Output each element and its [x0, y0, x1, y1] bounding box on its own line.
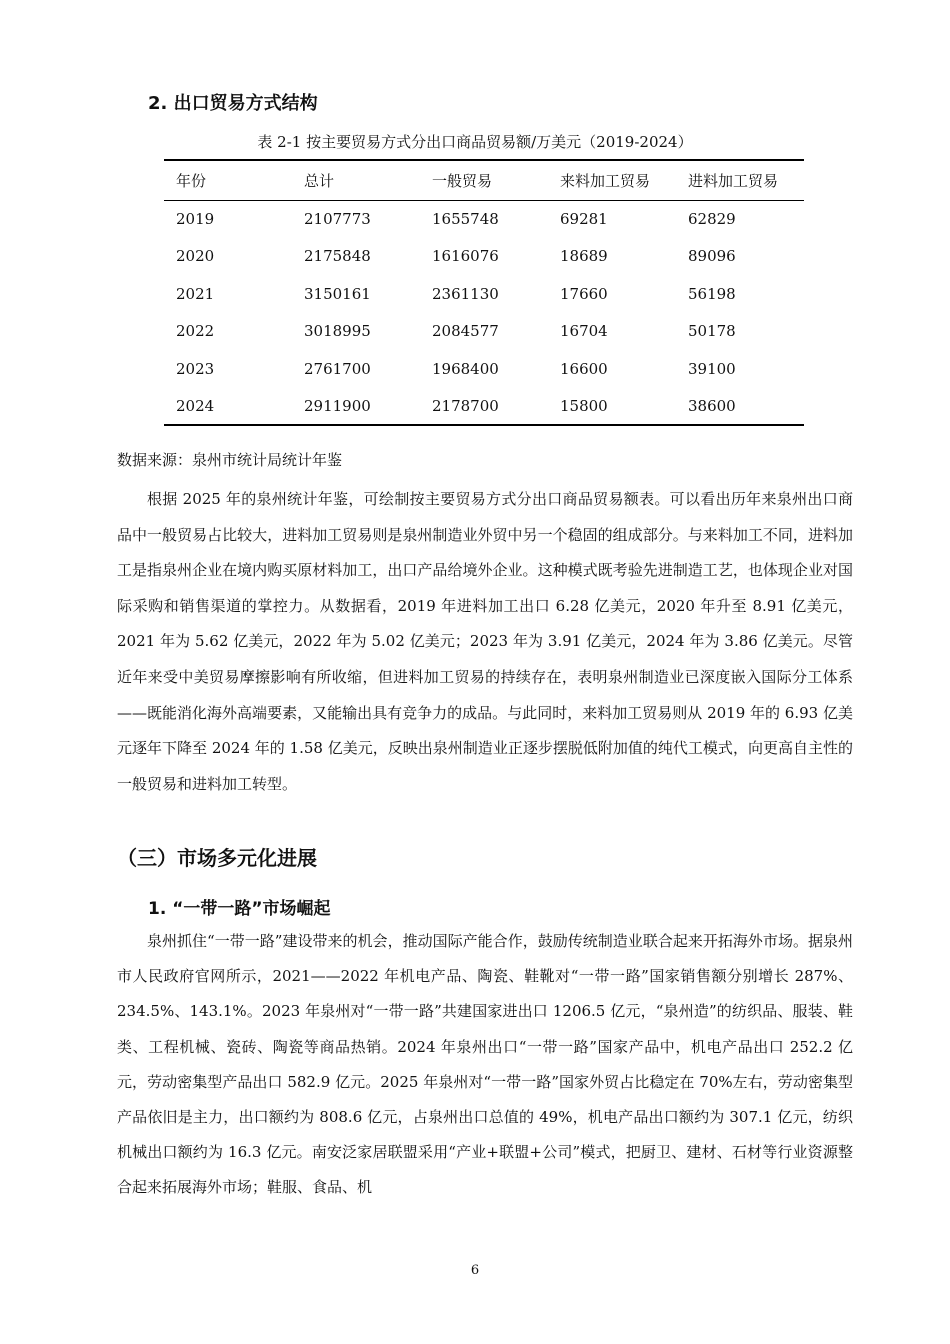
- data-source-note: 数据来源：泉州市统计局统计年鉴: [117, 451, 343, 469]
- table-cell: 2024: [176, 396, 215, 415]
- table-cell: 2019: [176, 210, 215, 228]
- column-header-processing-supplied: 来料加工贸易: [560, 171, 651, 190]
- table-cell: 16600: [560, 359, 608, 378]
- table-cell: 89096: [688, 247, 736, 266]
- table-cell: 3018995: [304, 322, 371, 341]
- table-row: [164, 350, 804, 388]
- table-row: [164, 388, 804, 426]
- section-heading-trade-structure: 2. 出口贸易方式结构: [148, 93, 318, 114]
- table-cell: 2022: [176, 322, 215, 341]
- table-cell: 18689: [560, 247, 608, 266]
- table-cell: 2021: [176, 284, 215, 303]
- column-header-year: 年份: [176, 171, 207, 190]
- table-cell: 56198: [688, 284, 736, 303]
- table-cell: 17660: [560, 284, 608, 303]
- table-cell: 39100: [688, 359, 736, 378]
- table-cell: 2911900: [304, 396, 371, 415]
- column-header-processing-imported: 进料加工贸易: [688, 171, 779, 190]
- page-number: 6: [470, 1263, 480, 1278]
- table-row: [164, 200, 804, 238]
- body-paragraph: 根据 2025 年的泉州统计年鉴，可绘制按主要贸易方式分出口商品贸易额表。可以看出历年来泉州出口商品中一般贸易占比较大，进料加工贸易则是泉州制造业外贸中另一个稳固的组成部分。与来料加工不同，进料加工是指泉州企业在境内购买原材料加工，出口产品给境外企业。这种模式既考验先进制造工艺，也体现企业对国际采购和销售渠道的掌控力。从数据看，2019 年进料加工出口 6.28 亿美元，2020 年升至 8.91 亿美元，2021 年为 5.62 亿美元，2022 年为 5.02 亿美元；2023 年为 3.91 亿美元，2024 年为 3.86 亿美元。尽管近年来受中美贸易摩擦影响有所收缩，但进料加工贸易的持续存在，表明泉州制造业已深度嵌入国际分工体系——既能消化海外高端要素，又能输出具有竞争力的成品。与此同时，来料加工贸易则从 2019 年的 6.93 亿美元逐年下降至 2024 年的 1.58 亿美元，反映出泉州制造业正逐步摆脱低附加值的纯代工模式，向更高自主性的一般贸易和进料加工转型。: [117, 490, 853, 793]
- table-row: [164, 313, 804, 351]
- table-cell: 38600: [688, 396, 736, 415]
- column-header-general-trade: 一般贸易: [432, 171, 493, 190]
- table-cell: 1616076: [432, 247, 499, 266]
- table-cell: 3150161: [304, 284, 371, 303]
- table-cell: 1655748: [432, 210, 499, 228]
- table-cell: 50178: [688, 322, 736, 341]
- column-header-total: 总计: [304, 171, 335, 190]
- body-paragraph: 泉州抓住“一带一路”建设带来的机会，推动国际产能合作，鼓励传统制造业联合起来开拓海外市场。据泉州市人民政府官网所示，2021——2022 年机电产品、陶瓷、鞋靴对“一带一路”国家销售额分别增长 287%、234.5%、143.1%。2023 年泉州对“一带一路”共建国家进出口 1206.5 亿元，“泉州造”的纺织品、服装、鞋类、工程机械、瓷砖、陶瓷等商品热销。2024 年泉州出口“一带一路”国家产品中，机电产品出口 252.2 亿元，劳动密集型产品出口 582.9 亿元。2025 年泉州对“一带一路”国家外贸占比稳定在 70%左右，劳动密集型产品依旧是主力，出口额约为 808.6 亿元，占泉州出口总值的 49%，机电产品出口额约为 307.1 亿元，纺织机械出口额约为 16.3 亿元。南安泛家居联盟采用“产业+联盟+公司”模式，把厨卫、建材、石材等行业资源整合起来拓展海外市场；鞋服、食品、机: [117, 932, 853, 1197]
- table-header-row: [164, 160, 804, 200]
- table-cell: 62829: [688, 210, 736, 228]
- table-cell: 69281: [560, 210, 608, 228]
- section-heading-market-diversification: （三）市场多元化进展: [117, 846, 317, 870]
- export-trade-table: [164, 159, 804, 426]
- table-caption: 表 2-1 按主要贸易方式分出口商品贸易额/万美元（2019-2024）: [257, 133, 693, 151]
- table-cell: 16704: [560, 322, 608, 341]
- table-cell: 2761700: [304, 359, 371, 378]
- table-cell: 2361130: [432, 284, 499, 303]
- table-cell: 1968400: [432, 359, 499, 378]
- table-cell: 2084577: [432, 322, 499, 341]
- table-cell: 15800: [560, 396, 608, 415]
- table-row: [164, 275, 804, 313]
- table-cell: 2175848: [304, 247, 371, 266]
- table-row: [164, 238, 804, 276]
- table-cell: 2178700: [432, 396, 499, 415]
- table-cell: 2023: [176, 359, 215, 378]
- table-cell: 2020: [176, 247, 215, 266]
- table-cell: 2107773: [304, 210, 371, 228]
- subsection-heading-belt-and-road: 1. “一带一路”市场崛起: [148, 899, 331, 919]
